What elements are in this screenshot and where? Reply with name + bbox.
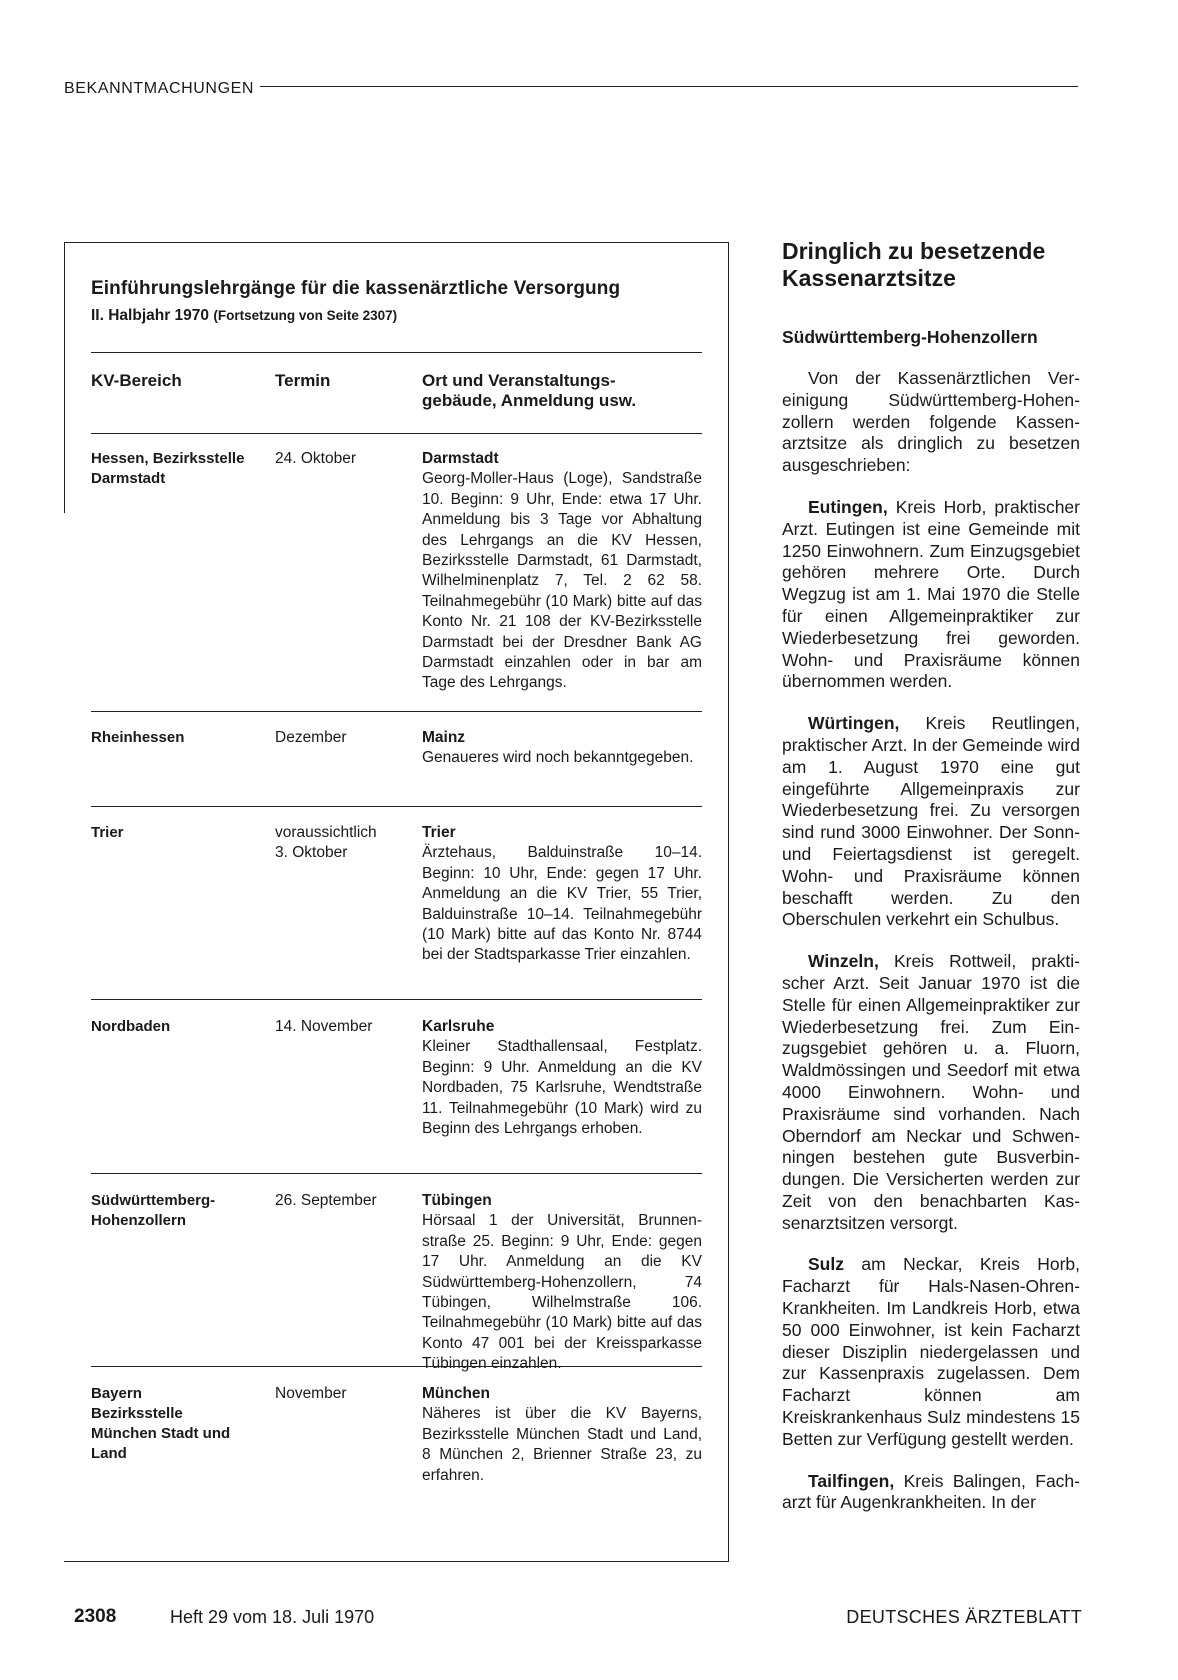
row-divider [91,806,702,807]
row-region: Rheinhessen [91,729,185,746]
row-date: Dezember [275,729,347,746]
entry-text: Kreis Reutlingen, praktischer Arzt. In der Gemeinde wird am 1. August 1970 eine gut eingeführte Allgemeinpraxis zur Wiederbesetzung frei. Zu versorgen sind rund 3000 Einwohner. Der Sonn- und Feiertagsdienst ist geregelt. Wohn- und Praxisräume können beschafft werden. Zu den Oberschulen verkehrt ein Schulbus. [782,713,1080,930]
entry-text: Kreis Horb, praktischer Arzt. Eutingen ist eine Gemeinde mit 1250 Einwohnern. Zum Einzugsgebiet gehören mehrere Orte. Durch Wegzug ist am 1. Mai 1970 die Stelle für einen Allgemeinpraktiker zur Wiederbesetzung frei geworden. Wohn- und Praxisräume können übernommen werden. [782,496,1080,692]
publication-name: DEUTSCHES ÄRZTEBLATT [846,1607,1082,1627]
article-entry [782,497,1080,693]
column-header-date: Termin [275,371,331,390]
row-details: Näheres ist über die KV Bayerns, Bezirksstelle München Stadt und Land, 8 München 2, Brienner Straße 23, zu erfahren. [422,1405,702,1484]
page-number: 2308 [74,1606,117,1627]
row-details: Georg-Moller-Haus (Loge), Sandstraße 10. Beginn: 9 Uhr, Ende: etwa 17 Uhr. Anmeldung bis 3 Tage vor Abhaltung des Lehrgangs an die KV Hessen, Bezirksstelle Darmstadt, 61 Darmstadt, Wilhelminenplatz 7, Tel. 2 62 58. Teilnahmegebühr (10 Mark) bitte auf das Konto Nr. 21 108 der KV-Bezirksstelle Darmstadt bei der Dresdner Bank AG Darmstadt einzahlen oder in bar am Tage des Lehrgangs. [422,470,702,692]
row-location [422,1191,702,1375]
row-details: Kleiner Stadthallensaal, Festplatz. Beginn: 9 Uhr. Anmeldung an die KV Nordbaden, 75 Karlsruhe, Wendtstraße 11. Teilnahmegebühr (10 Mark) wird zu Beginn des Lehrgangs erhoben. [422,1038,702,1138]
header-rule [260,86,1078,87]
header-top-rule [91,352,702,353]
row-place: Karlsruhe [422,1018,495,1035]
row-details: Ärztehaus, Balduinstraße 10–14. Beginn: 10 Uhr, Ende: gegen 17 Uhr. Anmeldung an die KV Trier, 55 Trier, Balduinstraße 10–14. Teilnahmegebühr (10 Mark) bitte auf das Konto Nr. 8744 bei der Stadtsparkasse Trier einzahlen. [422,844,702,964]
row-place: Trier [422,824,456,841]
row-location [422,449,702,694]
entry-text: am Neckar, Kreis Horb, Facharzt für Hals-Nasen-Ohren-Krankheiten. Im Landkreis Horb, etwa 50 000 Einwohner, ist kein Facharzt dieser Disziplin niedergelassen und zur Kassenpraxis zugelassen. Dem Facharzt können am Kreiskrankenhaus Sulz mindestens 15 Betten zur Verfügung gestellt werden. [782,1254,1080,1449]
row-location [422,823,702,966]
row-region: Südwürttemberg-Hohenzollern [91,1192,216,1229]
row-date: November [275,1385,347,1402]
row-place: München [422,1385,491,1402]
row-location [422,1384,702,1486]
row-region: Trier [91,824,124,841]
header-bottom-rule [91,433,702,434]
entry-place: Würtingen, [808,713,900,734]
row-location [422,728,702,769]
column-header-location: Ort und Veranstaltungsgebäude, Anmeldung usw. [422,371,637,410]
entry-place: Winzeln, [808,951,879,972]
row-region: Bayern Bezirksstelle München Stadt und Land [91,1385,231,1462]
article-subtitle: Südwürttemberg-Hohenzollern [782,327,1038,347]
row-divider [91,711,702,712]
row-place: Tübingen [422,1192,492,1209]
row-date: voraussichtlich 3. Oktober [275,824,377,861]
box-subtitle [91,307,397,325]
box-subtitle-main: II. Halbjahr 1970 [91,307,210,324]
row-region: Nordbaden [91,1018,171,1035]
entry-text: Kreis Balingen, Facharzt für Augenkrankheiten. In der [782,1470,1080,1513]
box-left-border [64,243,65,513]
article-intro: Von der Kassenärztlichen Vereinigung Südwürttemberg-Hohenzollern werden folgende Kassenarztsitze als dringlich zu besetzen ausgeschrieben: [782,368,1080,476]
column-header-region: KV-Bereich [91,371,182,390]
entry-place: Tailfingen, [808,1470,895,1491]
row-date: 24. Oktober [275,450,356,467]
row-place: Mainz [422,729,466,746]
article-entry [782,1254,1080,1450]
section-label: BEKANNTMACHUNGEN [64,80,255,97]
entry-text: Kreis Rottweil, praktischer Arzt. Seit Januar 1970 ist die Stelle für einen Allgemeinpraktiker zur Wiederbesetzung frei. Zum Einzugsgebiet gehören u. a. Fluorn, Waldmössingen und Seedorf mit etwa 4000 Einwohnern. Wohn- und Praxisräume sind vorhanden. Nach Oberndorf am Neckar und Schwenningen bestehen gute Busverbindungen. Die Versicherten werden zur Zeit von den benachbarten Kassenarztsitzen versorgt. [782,951,1080,1233]
row-divider [91,1366,702,1367]
page-header [64,78,1078,100]
row-details: Hörsaal 1 der Universität, Brunnenstraße 25. Beginn: 9 Uhr, Ende: gegen 17 Uhr. Anmeldung an die KV Südwürttemberg-Hohenzollern, 74 Tübingen, Wilhelmstraße 106. Teilnahmegebühr (10 Mark) bitte auf das Konto 47 001 bei der Kreissparkasse Tübingen einzahlen. [422,1212,702,1373]
article-entry [782,713,1080,931]
row-location [422,1017,702,1139]
article-entry [782,1471,1080,1515]
row-details: Genaueres wird noch bekanntgegeben. [422,749,694,767]
row-date: 14. November [275,1018,373,1035]
row-place: Darmstadt [422,450,499,467]
article-entry [782,951,1080,1234]
row-divider [91,999,702,1000]
box-title: Einführungslehrgänge für die kassenärztliche Versorgung [91,278,621,299]
issue-info: Heft 29 vom 18. Juli 1970 [170,1607,375,1627]
right-column [782,238,1080,1514]
article-title: Dringlich zu besetzende Kassenarztsitze [782,238,1046,291]
row-divider [91,1173,702,1174]
row-date: 26. September [275,1192,377,1209]
entry-place: Eutingen, [808,496,888,517]
course-table-box [64,242,729,1562]
row-region: Hessen, Bezirksstelle Darmstadt [91,450,245,487]
box-subtitle-note: (Fortsetzung von Seite 2307) [213,308,398,323]
entry-place: Sulz [808,1254,844,1275]
